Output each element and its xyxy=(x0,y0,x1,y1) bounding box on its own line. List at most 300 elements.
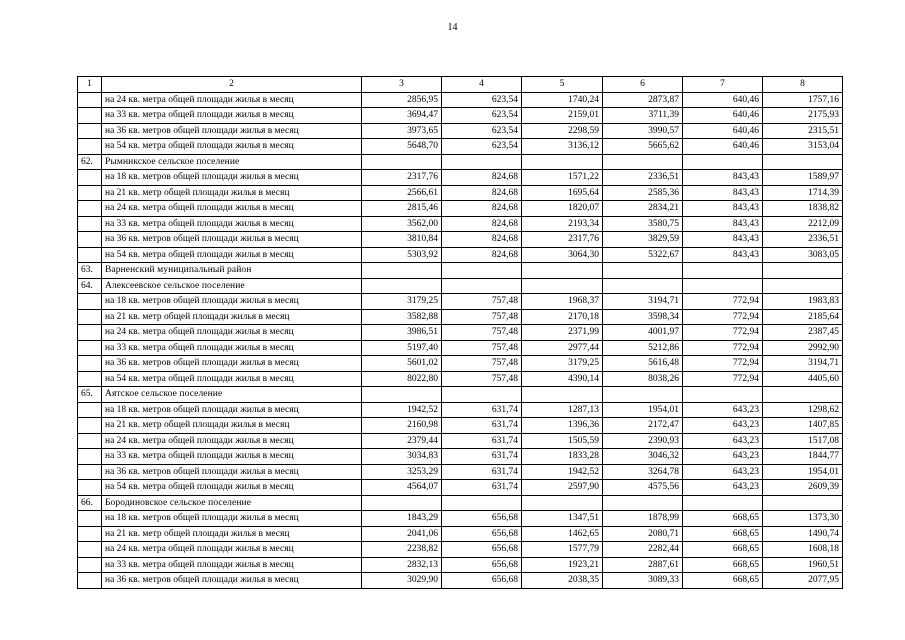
table-row xyxy=(78,433,843,449)
value-cell: 8038,26 xyxy=(603,371,683,387)
value-cell: 2887,61 xyxy=(603,557,683,573)
row-description: на 18 кв. метров общей площади жилья в месяц xyxy=(102,402,362,418)
value-cell: 843,43 xyxy=(683,170,763,186)
value-cell: 668,65 xyxy=(683,557,763,573)
value-cell: 824,68 xyxy=(442,232,522,248)
value-cell: 1923,21 xyxy=(522,557,603,573)
value-cell: 2317,76 xyxy=(362,170,442,186)
value-cell xyxy=(522,387,603,403)
value-cell: 640,46 xyxy=(683,92,763,108)
value-cell: 772,94 xyxy=(683,309,763,325)
value-cell: 5197,40 xyxy=(362,340,442,356)
value-cell: 843,43 xyxy=(683,201,763,217)
value-cell: 5212,86 xyxy=(603,340,683,356)
row-description: на 54 кв. метра общей площади жилья в месяц xyxy=(102,480,362,496)
section-title: Рымникское сельское поселение xyxy=(102,154,362,170)
row-number: 64. xyxy=(78,278,102,294)
value-cell: 656,68 xyxy=(442,542,522,558)
value-cell: 640,46 xyxy=(683,123,763,139)
section-row xyxy=(78,263,843,279)
value-cell: 3829,59 xyxy=(603,232,683,248)
value-cell: 3064,30 xyxy=(522,247,603,263)
value-cell: 643,23 xyxy=(683,464,763,480)
table-row xyxy=(78,511,843,527)
section-title: Алексеевское сельское поселение xyxy=(102,278,362,294)
value-cell xyxy=(763,495,843,511)
value-cell: 4564,07 xyxy=(362,480,442,496)
value-cell: 3810,84 xyxy=(362,232,442,248)
row-description: на 24 кв. метра общей площади жилья в месяц xyxy=(102,433,362,449)
row-number xyxy=(78,418,102,434)
value-cell xyxy=(442,278,522,294)
row-description: на 24 кв. метра общей площади жилья в месяц xyxy=(102,542,362,558)
value-cell: 2977,44 xyxy=(522,340,603,356)
value-cell: 772,94 xyxy=(683,294,763,310)
value-cell: 2609,39 xyxy=(763,480,843,496)
value-cell: 3029,90 xyxy=(362,573,442,589)
value-cell: 772,94 xyxy=(683,371,763,387)
table-body xyxy=(78,77,843,589)
value-cell: 824,68 xyxy=(442,216,522,232)
row-number xyxy=(78,449,102,465)
value-cell: 3194,71 xyxy=(603,294,683,310)
value-cell: 1942,52 xyxy=(522,464,603,480)
row-number: 65. xyxy=(78,387,102,403)
value-cell: 2077,95 xyxy=(763,573,843,589)
value-cell: 3046,32 xyxy=(603,449,683,465)
value-cell xyxy=(763,154,843,170)
value-cell: 3089,33 xyxy=(603,573,683,589)
table-row xyxy=(78,480,843,496)
section-row xyxy=(78,495,843,511)
value-cell: 656,68 xyxy=(442,573,522,589)
value-cell: 631,74 xyxy=(442,480,522,496)
row-number xyxy=(78,542,102,558)
value-cell: 5303,92 xyxy=(362,247,442,263)
value-cell: 1608,18 xyxy=(763,542,843,558)
row-description: на 21 кв. метр общей площади жилья в месяц xyxy=(102,309,362,325)
value-cell: 2390,93 xyxy=(603,433,683,449)
table-row xyxy=(78,542,843,558)
table-row xyxy=(78,526,843,542)
value-cell: 3711,39 xyxy=(603,108,683,124)
value-cell: 631,74 xyxy=(442,464,522,480)
table-row xyxy=(78,201,843,217)
value-cell: 4390,14 xyxy=(522,371,603,387)
value-cell: 2159,01 xyxy=(522,108,603,124)
row-number xyxy=(78,573,102,589)
table-row xyxy=(78,247,843,263)
value-cell: 1695,64 xyxy=(522,185,603,201)
row-number xyxy=(78,139,102,155)
value-cell xyxy=(683,387,763,403)
value-cell: 1407,85 xyxy=(763,418,843,434)
row-description: на 33 кв. метра общей площади жилья в месяц xyxy=(102,449,362,465)
value-cell: 2212,09 xyxy=(763,216,843,232)
value-cell: 757,48 xyxy=(442,371,522,387)
row-number xyxy=(78,464,102,480)
value-cell: 2873,87 xyxy=(603,92,683,108)
row-description: на 24 кв. метра общей площади жилья в месяц xyxy=(102,325,362,341)
value-cell: 643,23 xyxy=(683,418,763,434)
value-cell: 1462,65 xyxy=(522,526,603,542)
value-cell: 3264,78 xyxy=(603,464,683,480)
value-cell: 1843,29 xyxy=(362,511,442,527)
row-number xyxy=(78,123,102,139)
value-cell: 757,48 xyxy=(442,340,522,356)
column-header: 2 xyxy=(102,77,362,93)
row-number: 63. xyxy=(78,263,102,279)
row-number xyxy=(78,526,102,542)
value-cell: 1968,37 xyxy=(522,294,603,310)
value-cell: 3986,51 xyxy=(362,325,442,341)
row-number xyxy=(78,170,102,186)
value-cell: 623,54 xyxy=(442,139,522,155)
value-cell xyxy=(522,495,603,511)
value-cell: 2175,93 xyxy=(763,108,843,124)
value-cell xyxy=(442,154,522,170)
value-cell: 1396,36 xyxy=(522,418,603,434)
value-cell: 1954,01 xyxy=(763,464,843,480)
value-cell: 824,68 xyxy=(442,247,522,263)
value-cell xyxy=(442,495,522,511)
table-row xyxy=(78,185,843,201)
value-cell: 2585,36 xyxy=(603,185,683,201)
table-row xyxy=(78,294,843,310)
column-header: 6 xyxy=(603,77,683,93)
value-cell: 2336,51 xyxy=(603,170,683,186)
value-cell xyxy=(522,154,603,170)
section-row xyxy=(78,387,843,403)
row-description: на 54 кв. метра общей площади жилья в месяц xyxy=(102,371,362,387)
row-number xyxy=(78,325,102,341)
table-row xyxy=(78,92,843,108)
value-cell: 1820,07 xyxy=(522,201,603,217)
value-cell xyxy=(683,278,763,294)
value-cell: 1517,08 xyxy=(763,433,843,449)
value-cell: 643,23 xyxy=(683,402,763,418)
value-cell: 757,48 xyxy=(442,309,522,325)
value-cell: 2238,82 xyxy=(362,542,442,558)
column-header: 8 xyxy=(763,77,843,93)
row-description: на 33 кв. метра общей площади жилья в месяц xyxy=(102,216,362,232)
value-cell: 5616,48 xyxy=(603,356,683,372)
value-cell: 1347,51 xyxy=(522,511,603,527)
value-cell: 2336,51 xyxy=(763,232,843,248)
column-header: 3 xyxy=(362,77,442,93)
value-cell: 1878,99 xyxy=(603,511,683,527)
section-title: Бородиновское сельское поселение xyxy=(102,495,362,511)
value-cell: 4001,97 xyxy=(603,325,683,341)
column-header: 1 xyxy=(78,77,102,93)
value-cell: 3562,00 xyxy=(362,216,442,232)
value-cell xyxy=(362,278,442,294)
value-cell xyxy=(763,263,843,279)
value-cell: 640,46 xyxy=(683,139,763,155)
tariff-table xyxy=(77,76,843,589)
value-cell: 2597,90 xyxy=(522,480,603,496)
value-cell: 668,65 xyxy=(683,573,763,589)
value-cell xyxy=(362,263,442,279)
value-cell: 2371,99 xyxy=(522,325,603,341)
value-cell: 2856,95 xyxy=(362,92,442,108)
value-cell xyxy=(522,278,603,294)
page-number: 14 xyxy=(447,22,458,33)
value-cell: 843,43 xyxy=(683,232,763,248)
section-title: Варненский муниципальный район xyxy=(102,263,362,279)
value-cell xyxy=(603,263,683,279)
value-cell: 643,23 xyxy=(683,433,763,449)
row-number xyxy=(78,185,102,201)
column-header: 7 xyxy=(683,77,763,93)
table-row xyxy=(78,232,843,248)
value-cell: 623,54 xyxy=(442,123,522,139)
row-description: на 18 кв. метров общей площади жилья в месяц xyxy=(102,294,362,310)
row-description: на 33 кв. метра общей площади жилья в месяц xyxy=(102,557,362,573)
row-number xyxy=(78,232,102,248)
row-description: на 24 кв. метра общей площади жилья в месяц xyxy=(102,201,362,217)
value-cell: 631,74 xyxy=(442,449,522,465)
table-row xyxy=(78,325,843,341)
value-cell: 824,68 xyxy=(442,201,522,217)
table-row xyxy=(78,418,843,434)
value-cell: 2080,71 xyxy=(603,526,683,542)
section-row xyxy=(78,278,843,294)
row-description: на 33 кв. метра общей площади жилья в месяц xyxy=(102,340,362,356)
row-number xyxy=(78,201,102,217)
value-cell: 3083,05 xyxy=(763,247,843,263)
table-row xyxy=(78,123,843,139)
table-row xyxy=(78,340,843,356)
value-cell: 3580,75 xyxy=(603,216,683,232)
row-number xyxy=(78,356,102,372)
table-row xyxy=(78,573,843,589)
value-cell: 5648,70 xyxy=(362,139,442,155)
row-description: на 36 кв. метров общей площади жилья в месяц xyxy=(102,356,362,372)
value-cell: 3179,25 xyxy=(522,356,603,372)
row-number xyxy=(78,294,102,310)
value-cell: 643,23 xyxy=(683,480,763,496)
table-row xyxy=(78,449,843,465)
value-cell xyxy=(683,154,763,170)
value-cell: 3136,12 xyxy=(522,139,603,155)
value-cell: 1298,62 xyxy=(763,402,843,418)
row-description: на 21 кв. метр общей площади жилья в месяц xyxy=(102,185,362,201)
value-cell: 1589,97 xyxy=(763,170,843,186)
row-number xyxy=(78,247,102,263)
value-cell xyxy=(522,263,603,279)
value-cell: 4405,60 xyxy=(763,371,843,387)
value-cell: 1490,74 xyxy=(763,526,843,542)
value-cell: 1757,16 xyxy=(763,92,843,108)
row-description: на 24 кв. метра общей площади жилья в месяц xyxy=(102,92,362,108)
row-description: на 33 кв. метра общей площади жилья в месяц xyxy=(102,108,362,124)
value-cell xyxy=(362,387,442,403)
value-cell xyxy=(362,154,442,170)
value-cell xyxy=(683,495,763,511)
value-cell: 2298,59 xyxy=(522,123,603,139)
row-number: 66. xyxy=(78,495,102,511)
table-header-row xyxy=(78,77,843,93)
table-row xyxy=(78,309,843,325)
value-cell: 2282,44 xyxy=(603,542,683,558)
row-description: на 18 кв. метров общей площади жилья в месяц xyxy=(102,170,362,186)
value-cell: 1740,24 xyxy=(522,92,603,108)
row-number xyxy=(78,511,102,527)
value-cell: 1373,30 xyxy=(763,511,843,527)
column-header: 4 xyxy=(442,77,522,93)
value-cell xyxy=(763,387,843,403)
value-cell: 824,68 xyxy=(442,185,522,201)
value-cell: 2038,35 xyxy=(522,573,603,589)
value-cell: 623,54 xyxy=(442,108,522,124)
table-row xyxy=(78,139,843,155)
row-description: на 36 кв. метров общей площади жилья в месяц xyxy=(102,464,362,480)
value-cell: 5601,02 xyxy=(362,356,442,372)
value-cell: 3598,34 xyxy=(603,309,683,325)
value-cell: 772,94 xyxy=(683,325,763,341)
value-cell: 2315,51 xyxy=(763,123,843,139)
value-cell xyxy=(603,154,683,170)
value-cell: 1287,13 xyxy=(522,402,603,418)
table-row xyxy=(78,170,843,186)
value-cell: 656,68 xyxy=(442,526,522,542)
table-row xyxy=(78,557,843,573)
value-cell: 631,74 xyxy=(442,402,522,418)
value-cell xyxy=(603,278,683,294)
value-cell: 1954,01 xyxy=(603,402,683,418)
value-cell: 1833,28 xyxy=(522,449,603,465)
row-number xyxy=(78,216,102,232)
value-cell: 2834,21 xyxy=(603,201,683,217)
value-cell: 3973,65 xyxy=(362,123,442,139)
section-row xyxy=(78,154,843,170)
value-cell: 2160,98 xyxy=(362,418,442,434)
value-cell: 3153,04 xyxy=(763,139,843,155)
row-number xyxy=(78,309,102,325)
row-number xyxy=(78,402,102,418)
value-cell: 843,43 xyxy=(683,216,763,232)
value-cell: 2317,76 xyxy=(522,232,603,248)
value-cell: 1942,52 xyxy=(362,402,442,418)
value-cell: 3034,83 xyxy=(362,449,442,465)
value-cell: 2193,34 xyxy=(522,216,603,232)
row-description: на 54 кв. метра общей площади жилья в месяц xyxy=(102,247,362,263)
row-description: на 21 кв. метр общей площади жилья в месяц xyxy=(102,526,362,542)
value-cell: 772,94 xyxy=(683,356,763,372)
row-description: на 36 кв. метров общей площади жилья в месяц xyxy=(102,232,362,248)
value-cell xyxy=(442,263,522,279)
table-row xyxy=(78,216,843,232)
value-cell xyxy=(603,495,683,511)
value-cell: 2170,18 xyxy=(522,309,603,325)
value-cell: 772,94 xyxy=(683,340,763,356)
value-cell: 1960,51 xyxy=(763,557,843,573)
value-cell: 4575,56 xyxy=(603,480,683,496)
row-number xyxy=(78,92,102,108)
value-cell: 824,68 xyxy=(442,170,522,186)
table-row xyxy=(78,464,843,480)
column-header: 5 xyxy=(522,77,603,93)
value-cell: 5322,67 xyxy=(603,247,683,263)
value-cell: 1571,22 xyxy=(522,170,603,186)
value-cell: 640,46 xyxy=(683,108,763,124)
row-number: 62. xyxy=(78,154,102,170)
value-cell xyxy=(763,278,843,294)
value-cell: 2185,64 xyxy=(763,309,843,325)
value-cell: 1714,39 xyxy=(763,185,843,201)
row-description: на 18 кв. метров общей площади жилья в месяц xyxy=(102,511,362,527)
value-cell: 2815,46 xyxy=(362,201,442,217)
value-cell xyxy=(442,387,522,403)
value-cell xyxy=(362,495,442,511)
value-cell: 631,74 xyxy=(442,433,522,449)
value-cell: 2566,61 xyxy=(362,185,442,201)
value-cell: 2172,47 xyxy=(603,418,683,434)
row-description: на 21 кв. метр общей площади жилья в месяц xyxy=(102,418,362,434)
row-description: на 36 кв. метров общей площади жилья в месяц xyxy=(102,123,362,139)
value-cell: 3582,88 xyxy=(362,309,442,325)
row-number xyxy=(78,480,102,496)
value-cell: 1983,83 xyxy=(763,294,843,310)
table-row xyxy=(78,402,843,418)
value-cell: 668,65 xyxy=(683,542,763,558)
value-cell: 2379,44 xyxy=(362,433,442,449)
value-cell xyxy=(683,263,763,279)
value-cell: 2992,90 xyxy=(763,340,843,356)
row-number xyxy=(78,108,102,124)
value-cell: 3253,29 xyxy=(362,464,442,480)
value-cell: 1844,77 xyxy=(763,449,843,465)
table-row xyxy=(78,356,843,372)
row-number xyxy=(78,557,102,573)
row-description: на 54 кв. метра общей площади жилья в месяц xyxy=(102,139,362,155)
row-description: на 36 кв. метров общей площади жилья в месяц xyxy=(102,573,362,589)
value-cell: 2041,06 xyxy=(362,526,442,542)
row-number xyxy=(78,371,102,387)
value-cell: 843,43 xyxy=(683,185,763,201)
value-cell: 1577,79 xyxy=(522,542,603,558)
value-cell: 656,68 xyxy=(442,511,522,527)
value-cell: 757,48 xyxy=(442,356,522,372)
table-row xyxy=(78,371,843,387)
value-cell: 3179,25 xyxy=(362,294,442,310)
value-cell: 1505,59 xyxy=(522,433,603,449)
value-cell: 757,48 xyxy=(442,325,522,341)
value-cell: 3990,57 xyxy=(603,123,683,139)
value-cell: 2387,45 xyxy=(763,325,843,341)
value-cell: 668,65 xyxy=(683,526,763,542)
table-row xyxy=(78,108,843,124)
value-cell: 623,54 xyxy=(442,92,522,108)
value-cell: 2832,13 xyxy=(362,557,442,573)
value-cell: 3194,71 xyxy=(763,356,843,372)
value-cell: 656,68 xyxy=(442,557,522,573)
value-cell: 757,48 xyxy=(442,294,522,310)
value-cell: 8022,80 xyxy=(362,371,442,387)
value-cell xyxy=(603,387,683,403)
row-number xyxy=(78,433,102,449)
row-number xyxy=(78,340,102,356)
value-cell: 631,74 xyxy=(442,418,522,434)
value-cell: 1838,82 xyxy=(763,201,843,217)
value-cell: 5665,62 xyxy=(603,139,683,155)
value-cell: 668,65 xyxy=(683,511,763,527)
value-cell: 843,43 xyxy=(683,247,763,263)
value-cell: 3694,47 xyxy=(362,108,442,124)
section-title: Аятское сельское поселение xyxy=(102,387,362,403)
value-cell: 643,23 xyxy=(683,449,763,465)
